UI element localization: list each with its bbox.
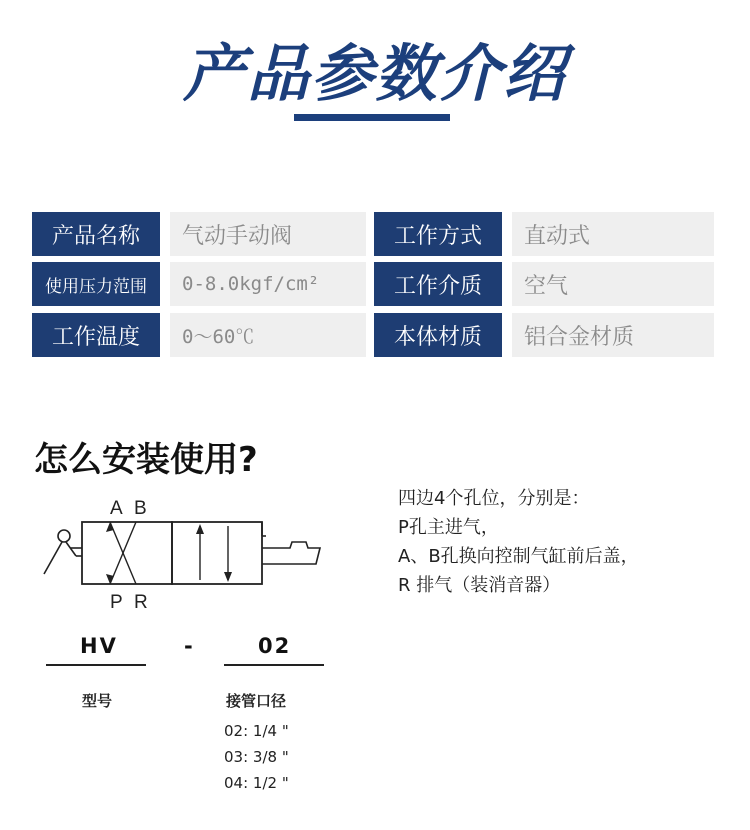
valve-symbol-diagram: [30, 486, 330, 616]
spec-row: [32, 262, 714, 306]
model-code-underline: [46, 664, 146, 666]
description-line: 四边4个孔位，分别是：: [398, 488, 590, 509]
section-title: 怎么安装使用?: [34, 440, 258, 480]
port-label-p: P: [110, 592, 123, 613]
description-line: A、B孔换向控制气缸前后盖，: [398, 546, 639, 567]
model-code-label: 型号: [82, 692, 113, 710]
spec-row: [32, 313, 714, 357]
model-code: HV: [80, 634, 118, 658]
spec-label: 工作介质: [374, 262, 502, 306]
spec-label: 工作方式: [374, 212, 502, 256]
spec-row: [32, 212, 714, 256]
port-size-item: 03: 3/8 ": [224, 748, 289, 766]
spec-value: 空气: [512, 262, 714, 306]
port-size-item: 04: 1/2 ": [224, 774, 289, 792]
port-code-underline: [224, 664, 324, 666]
description-line: R 排气（装消音器）: [398, 575, 561, 596]
spec-value: 0～60℃: [170, 313, 366, 357]
port-size-label: 接管口径: [226, 692, 287, 710]
port-code: 02: [258, 634, 292, 658]
spec-label: 工作温度: [32, 313, 160, 357]
port-size-list: [224, 718, 289, 796]
spec-label: 使用压力范围: [32, 262, 160, 306]
port-description: [398, 484, 639, 600]
description-line: P孔主进气，: [398, 517, 499, 538]
port-label-a: A: [110, 498, 123, 519]
spec-value: 直动式: [512, 212, 714, 256]
port-label-b: B: [134, 498, 147, 519]
spec-label: 本体材质: [374, 313, 502, 357]
title-underline: [294, 114, 450, 121]
port-size-item: 02: 1/4 ": [224, 722, 289, 740]
spec-value: 气动手动阀: [170, 212, 366, 256]
spec-value: 0-8.0kgf/cm²: [170, 262, 366, 306]
spec-label: 产品名称: [32, 212, 160, 256]
port-label-r: R: [134, 592, 148, 613]
page-title: 产品参数介绍: [182, 37, 567, 110]
model-separator: -: [184, 634, 195, 658]
spec-value: 铝合金材质: [512, 313, 714, 357]
